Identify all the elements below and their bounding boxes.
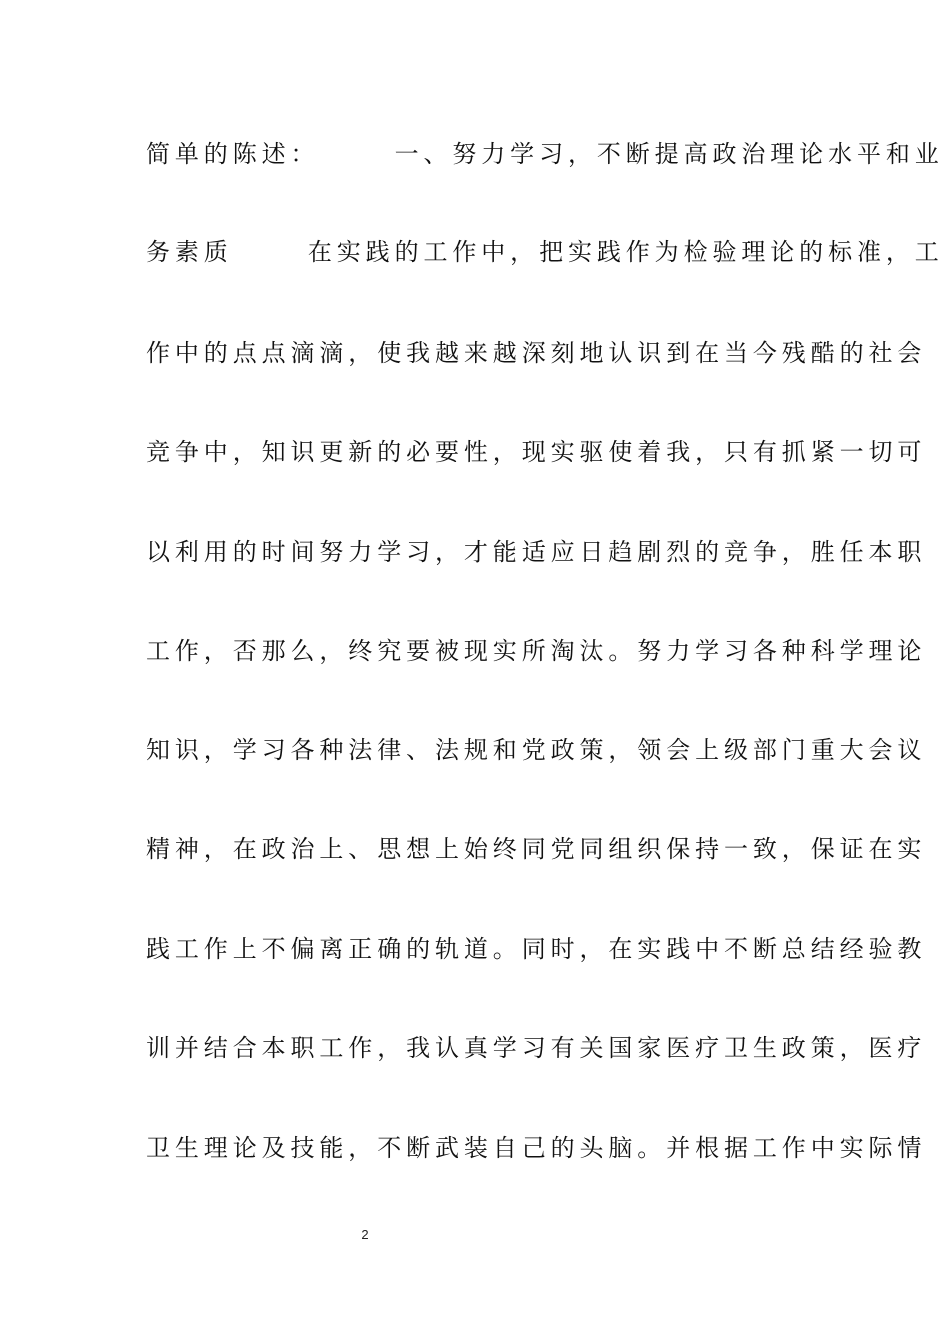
- body-text-line: 以利用的时间努力学习，才能适应日趋剧烈的竞争，胜任本职: [146, 538, 927, 566]
- body-text-line: 践工作上不偏离正确的轨道。同时，在实践中不断总结经验教: [146, 935, 927, 963]
- page-number: 2: [361, 1227, 369, 1242]
- body-text-line: 简单的陈述： 一、努力学习，不断提高政治理论水平和业: [146, 140, 944, 168]
- body-text-line: 卫生理论及技能，不断武装自己的头脑。并根据工作中实际情: [146, 1134, 927, 1162]
- body-text-line: 务素质 在实践的工作中，把实践作为检验理论的标准，工: [146, 238, 944, 266]
- body-text-line: 工作，否那么，终究要被现实所淘汰。努力学习各种科学理论: [146, 637, 927, 665]
- body-text-line: 竞争中，知识更新的必要性，现实驱使着我，只有抓紧一切可: [146, 438, 927, 466]
- body-text-line: 精神，在政治上、思想上始终同党同组织保持一致，保证在实: [146, 835, 927, 863]
- body-text-line: 作中的点点滴滴，使我越来越深刻地认识到在当今残酷的社会: [146, 339, 927, 367]
- body-text-line: 训并结合本职工作，我认真学习有关国家医疗卫生政策，医疗: [146, 1034, 927, 1062]
- body-text-line: 知识，学习各种法律、法规和党政策，领会上级部门重大会议: [146, 736, 927, 764]
